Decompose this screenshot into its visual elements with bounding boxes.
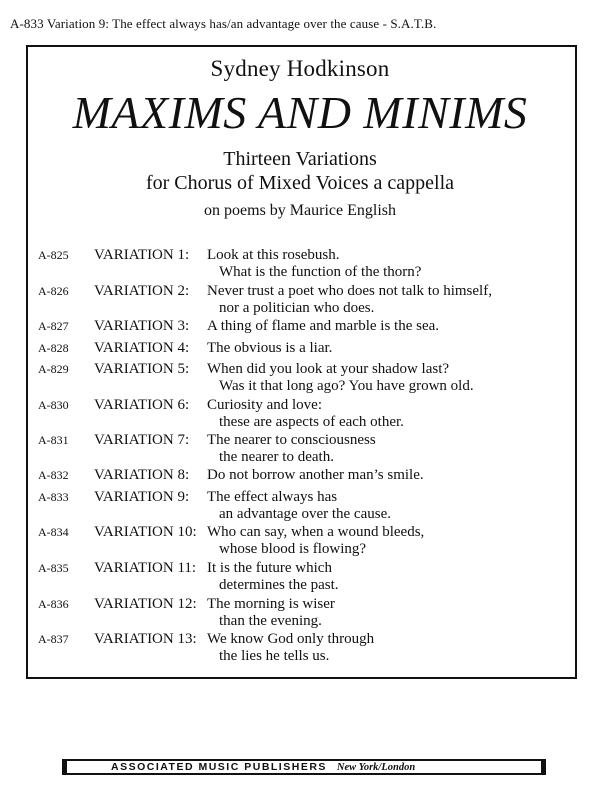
variation-text-line-1: We know God only through xyxy=(207,631,375,647)
variation-text-line-1: The nearer to consciousness xyxy=(207,432,376,448)
variation-label: VARIATION 8: xyxy=(94,467,190,483)
variation-text xyxy=(207,340,332,357)
variation-text xyxy=(207,283,492,317)
variation-text-line-2: the lies he tells us. xyxy=(219,648,330,664)
variation-text-line-1: A thing of flame and marble is the sea. xyxy=(207,318,440,334)
catalog-code: A-831 xyxy=(38,433,69,447)
catalog-code: A-835 xyxy=(38,561,69,575)
catalog-code: A-825 xyxy=(38,248,69,262)
variation-text xyxy=(207,560,339,594)
variation-text-line-1: The obvious is a liar. xyxy=(207,340,333,356)
variation-label: VARIATION 7: xyxy=(94,432,190,448)
variation-label: VARIATION 3: xyxy=(94,318,190,334)
publisher-line xyxy=(111,759,415,775)
variation-text-line-2: an advantage over the cause. xyxy=(219,506,391,522)
catalog-code: A-828 xyxy=(38,341,69,355)
variation-text xyxy=(207,397,404,431)
variation-text-line-1: Never trust a poet who does not talk to himself, xyxy=(207,283,492,299)
variation-text-line-1: Curiosity and love: xyxy=(207,397,322,413)
variation-text xyxy=(207,467,424,484)
variation-label: VARIATION 13: xyxy=(94,631,197,647)
page-title: MAXIMS AND MINIMS xyxy=(72,87,528,138)
composer-name: Sydney Hodkinson xyxy=(210,56,390,81)
variation-text xyxy=(207,524,424,558)
catalog-code: A-833 xyxy=(38,490,69,504)
variation-text-line-2: whose blood is flowing? xyxy=(219,541,367,557)
catalog-code: A-832 xyxy=(38,468,69,482)
variation-text-line-2: than the evening. xyxy=(219,613,322,629)
header-line: A-833 Variation 9: The effect always has/an advantage over the cause - S.A.T.B. xyxy=(10,16,437,31)
catalog-code: A-829 xyxy=(38,362,69,376)
variation-label: VARIATION 10: xyxy=(94,524,197,540)
publisher-location: New York/London xyxy=(336,762,416,773)
catalog-code: A-836 xyxy=(38,597,69,611)
variation-text-line-1: Who can say, when a wound bleeds, xyxy=(207,524,425,540)
variation-text xyxy=(207,596,335,630)
variation-label: VARIATION 4: xyxy=(94,340,190,356)
variation-label: VARIATION 12: xyxy=(94,596,197,612)
subtitle-line-2: for Chorus of Mixed Voices a cappella xyxy=(145,172,455,194)
variation-text-line-2: determines the past. xyxy=(219,577,339,593)
variation-text-line-2: Was it that long ago? You have grown old. xyxy=(219,378,474,394)
variation-text-line-1: The morning is wiser xyxy=(207,596,335,612)
subtitle-line-1: Thirteen Variations xyxy=(223,148,377,170)
catalog-code: A-827 xyxy=(38,319,69,333)
variation-text xyxy=(207,631,374,665)
variation-text-line-2: What is the function of the thorn? xyxy=(219,264,422,280)
catalog-code: A-834 xyxy=(38,525,69,539)
variation-text xyxy=(207,361,474,395)
variation-text-line-2: the nearer to death. xyxy=(219,449,334,465)
variation-text xyxy=(207,489,391,523)
variation-text xyxy=(207,432,376,466)
variation-text-line-1: Look at this rosebush. xyxy=(207,247,340,263)
variation-label: VARIATION 2: xyxy=(94,283,190,299)
variation-text xyxy=(207,247,421,281)
variation-text-line-1: Do not borrow another man’s smile. xyxy=(207,467,424,483)
variation-text-line-1: The effect always has xyxy=(207,489,338,505)
variation-text-line-1: When did you look at your shadow last? xyxy=(207,361,450,377)
catalog-code: A-830 xyxy=(38,398,69,412)
variation-label: VARIATION 11: xyxy=(94,560,197,576)
variation-label: VARIATION 5: xyxy=(94,361,190,377)
poems-credit: on poems by Maurice English xyxy=(204,202,396,219)
variation-text-line-2: these are aspects of each other. xyxy=(219,414,404,430)
variation-label: VARIATION 9: xyxy=(94,489,190,505)
publisher-name: ASSOCIATED MUSIC PUBLISHERS xyxy=(111,761,327,773)
catalog-code: A-837 xyxy=(38,632,69,646)
variation-label: VARIATION 1: xyxy=(94,247,190,263)
variation-text xyxy=(207,318,439,335)
catalog-code: A-826 xyxy=(38,284,69,298)
variation-text-line-1: It is the future which xyxy=(207,560,332,576)
variation-label: VARIATION 6: xyxy=(94,397,190,413)
variation-text-line-2: nor a politician who does. xyxy=(219,300,375,316)
